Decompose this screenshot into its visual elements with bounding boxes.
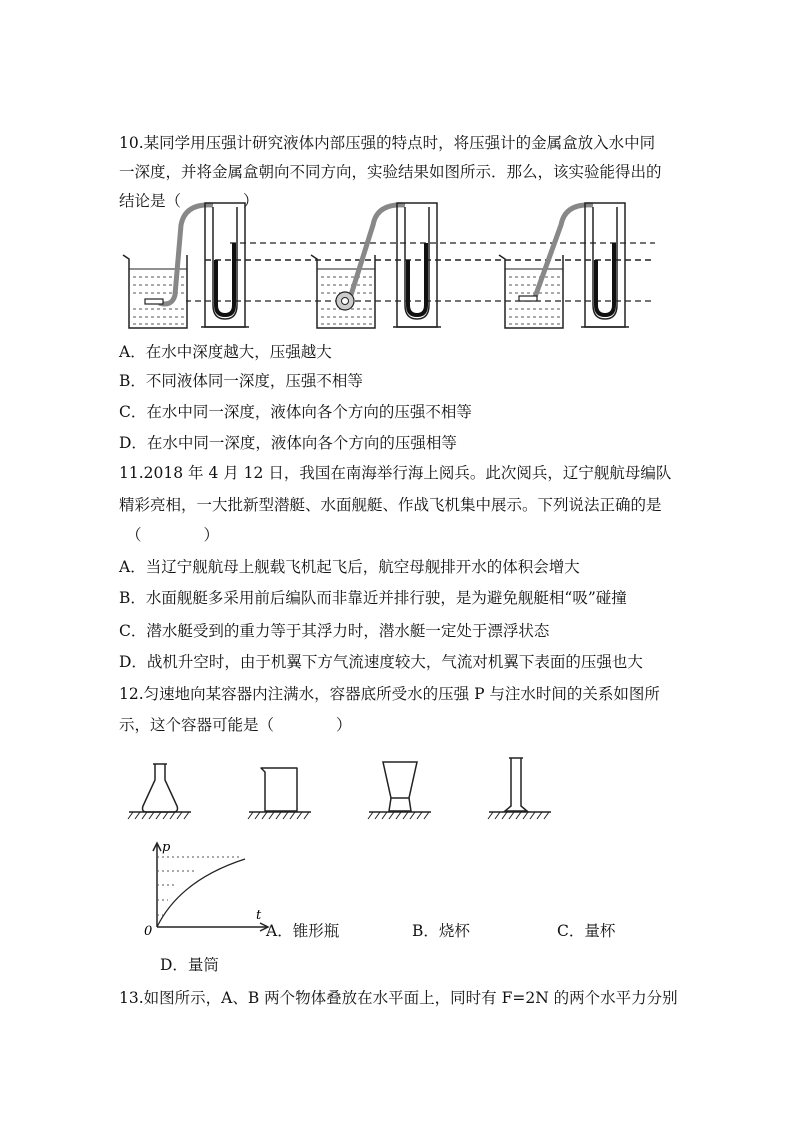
conical-flask-icon	[143, 764, 178, 812]
graduated-cylinder-icon	[505, 758, 527, 811]
q10-option-b: B．不同液体同一深度，压强不相等	[119, 372, 363, 390]
q12-option-b: B．烧杯	[412, 922, 470, 940]
q11-stem-line3: （ ）	[126, 526, 220, 544]
q10-option-d: D．在水中同一深度，液体向各个方向的压强相等	[119, 434, 457, 452]
beaker-icon	[261, 768, 297, 811]
graph-y-label: p	[162, 840, 171, 855]
q10-option-c: C．在水中同一深度，液体向各个方向的压强不相等	[119, 403, 472, 421]
manometer-1	[201, 203, 249, 327]
q12-option-a: A．锥形瓶	[266, 922, 340, 940]
q11-option-c: C．潜水艇受到的重力等于其浮力时，潜水艇一定处于漂浮状态	[119, 622, 550, 640]
q10-option-a: A．在水中深度越大，压强越大	[119, 343, 332, 361]
q11-stem-line1: 11.2018 年 4 月 12 日，我国在南海举行海上阅兵。此次阅兵，辽宁舰航母编队	[119, 464, 672, 482]
q10-stem-line1: 10.某同学用压强计研究液体内部压强的特点时，将压强计的金属盒放入水中同	[119, 134, 656, 152]
q11-option-b: B．水面舰艇多采用前后编队而非靠近并排行驶，是为避免舰艇相“吸”碰撞	[119, 589, 627, 607]
q12-pressure-time-graph	[140, 835, 270, 940]
measuring-cup-icon	[383, 762, 417, 798]
graph-origin-label: 0	[144, 924, 153, 939]
q13-stem-line1: 13.如图所示，A、B 两个物体叠放在水平面上，同时有 F=2N 的两个水平力分别	[119, 989, 678, 1007]
q12-option-d: D．量筒	[160, 956, 219, 974]
ground-3	[368, 812, 431, 819]
q11-option-d: D．战机升空时，由于机翼下方气流速度较大，气流对机翼下表面的压强也大	[119, 653, 643, 671]
q12-containers-figure	[125, 750, 585, 825]
q10-pressure-gauge-figure	[115, 195, 660, 335]
ground-1	[128, 812, 191, 819]
q11-stem-line2: 精彩亮相，一大批新型潜艇、水面舰艇、作战飞机集中展示。下列说法正确的是	[119, 496, 662, 514]
ground-4	[488, 812, 551, 819]
q10-stem-line2: 一深度，并将金属盒朝向不同方向，实验结果如图所示．那么，该实验能得出的	[119, 163, 662, 181]
q11-option-a: A．当辽宁舰航母上舰载飞机起飞后，航空母舰排开水的体积会增大	[119, 558, 580, 576]
manometer-2	[393, 203, 441, 327]
q12-stem-line1: 12.匀速地向某容器内注满水，容器底所受水的压强 P 与注水时间的关系如图所	[119, 685, 660, 703]
q12-stem-line2: 示，这个容器可能是（ ）	[119, 716, 352, 734]
q12-option-c: C．量杯	[557, 922, 616, 940]
q10-stem-line3: 结论是（ ）	[119, 192, 259, 210]
manometer-3	[581, 203, 629, 327]
graph-x-label: t	[256, 908, 262, 923]
ground-2	[248, 812, 311, 819]
